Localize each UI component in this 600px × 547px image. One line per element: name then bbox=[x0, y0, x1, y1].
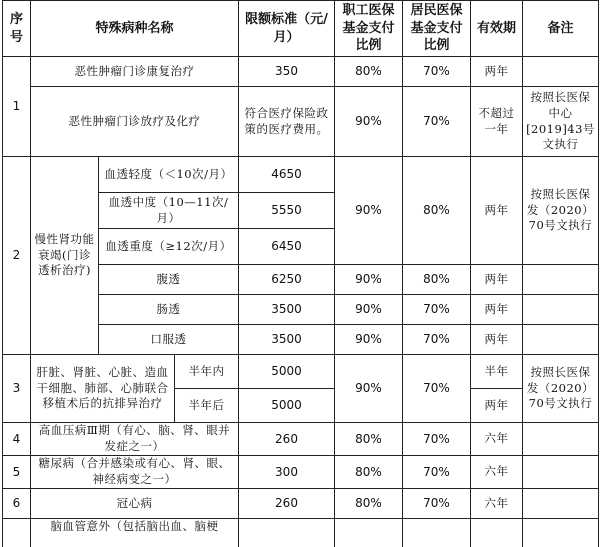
table-row-partial bbox=[3, 519, 599, 547]
table-row bbox=[3, 489, 599, 519]
row-no: 2 bbox=[3, 157, 31, 355]
limit-value: 4650 bbox=[239, 157, 335, 193]
remark bbox=[523, 489, 599, 519]
employee-ratio: 80% bbox=[335, 57, 403, 87]
resident-ratio: 80% bbox=[403, 265, 471, 295]
employee-ratio: 80% bbox=[335, 456, 403, 489]
limit-value: 260 bbox=[239, 423, 335, 456]
special-disease-table bbox=[2, 0, 599, 547]
sub-disease-name: 半年内 bbox=[175, 355, 239, 389]
row-no: 1 bbox=[3, 57, 31, 157]
employee-ratio: 90% bbox=[335, 87, 403, 157]
sub-disease-name: 半年后 bbox=[175, 389, 239, 423]
header-employee-ratio: 职工医保基金支付比例 bbox=[335, 1, 403, 57]
disease-name: 糖尿病（合并感染或有心、肾、眼、神经病变之一） bbox=[31, 456, 239, 489]
validity: 六年 bbox=[471, 456, 523, 489]
resident-ratio: 70% bbox=[403, 456, 471, 489]
disease-name: 脑血管意外（包括脑出血、脑梗 bbox=[31, 519, 239, 547]
resident-ratio: 70% bbox=[403, 489, 471, 519]
sub-disease-name: 肠透 bbox=[99, 295, 239, 325]
validity: 六年 bbox=[471, 489, 523, 519]
limit-value: 5550 bbox=[239, 193, 335, 229]
row-no: 6 bbox=[3, 489, 31, 519]
limit-value: 5000 bbox=[239, 389, 335, 423]
resident-ratio: 70% bbox=[403, 325, 471, 355]
disease-name: 高血压病Ⅲ期（有心、脑、肾、眼并发症之一） bbox=[31, 423, 239, 456]
employee-ratio: 90% bbox=[335, 295, 403, 325]
row-no: 4 bbox=[3, 423, 31, 456]
header-no: 序号 bbox=[3, 1, 31, 57]
remark: 按照长医保中心[2019]43号文执行 bbox=[523, 87, 599, 157]
disease-group-name: 肝脏、肾脏、心脏、造血干细胞、肺部、心肺联合移植术后的抗排异治疗 bbox=[31, 355, 175, 423]
remark bbox=[523, 57, 599, 87]
header-name: 特殊病种名称 bbox=[31, 1, 239, 57]
limit-value: 6450 bbox=[239, 229, 335, 265]
remark: 按照长医保发（2020）70号文执行 bbox=[523, 157, 599, 265]
validity: 两年 bbox=[471, 57, 523, 87]
sub-disease-name: 血透轻度（＜10次/月） bbox=[99, 157, 239, 193]
resident-ratio: 70% bbox=[403, 355, 471, 423]
limit-value: 300 bbox=[239, 456, 335, 489]
table-row bbox=[3, 456, 599, 489]
remark bbox=[523, 423, 599, 456]
table-row bbox=[3, 423, 599, 456]
remark bbox=[523, 456, 599, 489]
limit-value: 350 bbox=[239, 57, 335, 87]
row-no: 5 bbox=[3, 456, 31, 489]
employee-ratio: 90% bbox=[335, 355, 403, 423]
employee-ratio: 90% bbox=[335, 157, 403, 265]
resident-ratio: 70% bbox=[403, 57, 471, 87]
disease-name: 恶性肿瘤门诊康复治疗 bbox=[31, 57, 239, 87]
table-row bbox=[3, 87, 599, 157]
table-row bbox=[3, 355, 599, 389]
sub-disease-name: 口服透 bbox=[99, 325, 239, 355]
limit-value: 5000 bbox=[239, 355, 335, 389]
sub-disease-name: 血透重度（≥12次/月） bbox=[99, 229, 239, 265]
employee-ratio: 90% bbox=[335, 325, 403, 355]
resident-ratio: 80% bbox=[403, 157, 471, 265]
remark bbox=[523, 295, 599, 325]
employee-ratio: 90% bbox=[335, 265, 403, 295]
row-no bbox=[3, 519, 31, 547]
validity: 不超过一年 bbox=[471, 87, 523, 157]
resident-ratio: 70% bbox=[403, 423, 471, 456]
resident-ratio: 70% bbox=[403, 295, 471, 325]
limit-value: 3500 bbox=[239, 295, 335, 325]
limit-value: 3500 bbox=[239, 325, 335, 355]
validity: 两年 bbox=[471, 325, 523, 355]
validity: 两年 bbox=[471, 389, 523, 423]
validity: 半年 bbox=[471, 355, 523, 389]
disease-group-name: 慢性肾功能衰竭(门诊透析治疗) bbox=[31, 157, 99, 355]
disease-name: 冠心病 bbox=[31, 489, 239, 519]
sub-disease-name: 血透中度（10—11次/月） bbox=[99, 193, 239, 229]
validity: 两年 bbox=[471, 265, 523, 295]
validity: 两年 bbox=[471, 295, 523, 325]
remark bbox=[523, 325, 599, 355]
remark bbox=[523, 265, 599, 295]
limit-value: 符合医疗保险政策的医疗费用。 bbox=[239, 87, 335, 157]
header-resident-ratio: 居民医保基金支付比例 bbox=[403, 1, 471, 57]
disease-name: 恶性肿瘤门诊放疗及化疗 bbox=[31, 87, 239, 157]
limit-value: 6250 bbox=[239, 265, 335, 295]
validity: 两年 bbox=[471, 157, 523, 265]
limit-value: 260 bbox=[239, 489, 335, 519]
table-header-row bbox=[3, 1, 599, 57]
remark: 按照长医保发（2020）70号文执行 bbox=[523, 355, 599, 423]
header-remark: 备注 bbox=[523, 1, 599, 57]
sub-disease-name: 腹透 bbox=[99, 265, 239, 295]
row-no: 3 bbox=[3, 355, 31, 423]
employee-ratio: 80% bbox=[335, 423, 403, 456]
header-limit: 限额标准（元/月） bbox=[239, 1, 335, 57]
validity: 六年 bbox=[471, 423, 523, 456]
table-row bbox=[3, 157, 599, 193]
header-validity: 有效期 bbox=[471, 1, 523, 57]
employee-ratio: 80% bbox=[335, 489, 403, 519]
resident-ratio: 70% bbox=[403, 87, 471, 157]
table-row bbox=[3, 57, 599, 87]
